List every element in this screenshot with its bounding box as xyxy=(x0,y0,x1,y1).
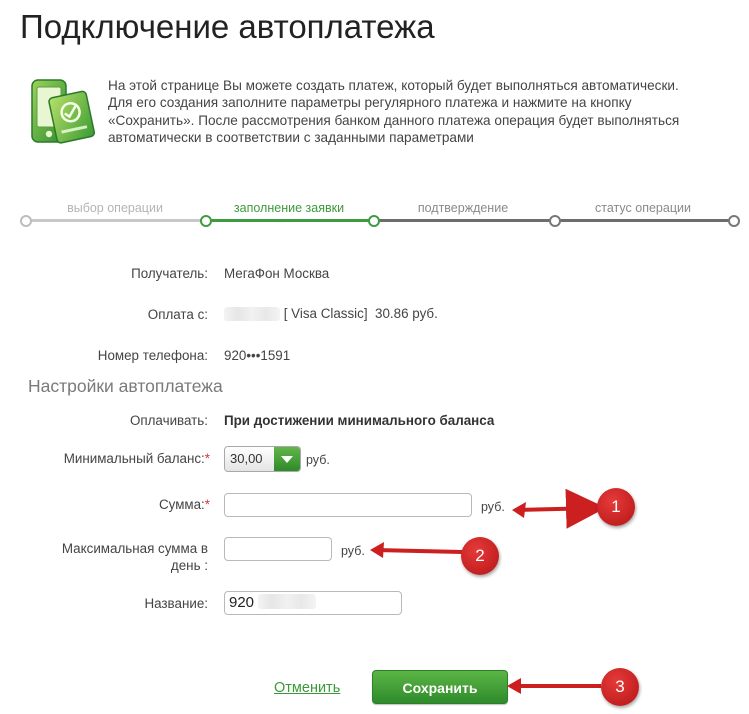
name-input-value: 920 xyxy=(229,594,255,611)
step-dot xyxy=(200,215,212,227)
required-mark: * xyxy=(204,497,210,512)
save-button[interactable]: Сохранить xyxy=(372,670,508,704)
track-completed xyxy=(25,219,205,222)
max-day-label xyxy=(62,540,208,574)
min-balance-select[interactable] xyxy=(224,446,301,472)
step-dot xyxy=(368,215,380,227)
card-balance-currency: руб. xyxy=(412,306,438,321)
page-title: Подключение автоплатежа xyxy=(20,8,435,45)
min-balance-selected: 30,00 xyxy=(225,447,274,471)
step-choose-operation: выбор операции xyxy=(67,201,163,215)
arrow-2 xyxy=(376,550,462,552)
track-active xyxy=(205,219,373,222)
card-number-redacted xyxy=(224,307,280,321)
payfrom-label: Оплата с: xyxy=(147,307,208,322)
cancel-link[interactable]: Отменить xyxy=(274,680,341,696)
recipient-label: Получатель: xyxy=(131,266,208,281)
phone-value: 920•••1591 xyxy=(224,348,291,363)
max-day-label-line2: день : xyxy=(170,558,208,573)
pay-mode-value: При достижении минимального баланса xyxy=(224,413,495,428)
amount-label-text: Сумма: xyxy=(158,497,205,512)
arrow-1 xyxy=(516,508,598,510)
step-dot xyxy=(549,215,561,227)
recipient-value: МегаФон Москва xyxy=(224,266,330,281)
amount-label xyxy=(159,497,210,512)
required-mark: * xyxy=(204,451,210,466)
min-balance-label-text: Минимальный баланс: xyxy=(63,451,205,466)
mobile-payment-icon xyxy=(28,74,96,146)
pay-mode-label: Оплачивать: xyxy=(129,413,208,428)
max-day-currency: руб. xyxy=(341,544,365,558)
min-balance-currency: руб. xyxy=(306,453,330,467)
max-day-input-value xyxy=(225,540,229,557)
max-day-label-line1: Максимальная сумма в xyxy=(61,541,208,556)
max-day-amount-input[interactable] xyxy=(224,537,332,561)
card-type: [ Visa Classic] xyxy=(283,306,368,321)
phone-label: Номер телефона: xyxy=(97,348,208,363)
chevron-down-icon[interactable] xyxy=(274,447,300,471)
amount-input-value xyxy=(225,496,229,513)
annotation-badge-2: 2 xyxy=(461,537,499,575)
amount-input[interactable] xyxy=(224,493,472,517)
step-dot xyxy=(20,215,32,227)
name-label: Название: xyxy=(144,596,208,611)
name-input[interactable] xyxy=(224,591,402,615)
annotation-badge-3: 3 xyxy=(601,668,639,706)
step-operation-status: статус операции xyxy=(595,201,691,215)
card-balance: 30.86 xyxy=(375,306,409,321)
name-redacted xyxy=(258,594,316,609)
min-balance-label xyxy=(64,451,210,466)
step-confirmation: подтверждение xyxy=(417,201,509,215)
payfrom-value xyxy=(224,306,438,321)
amount-currency: руб. xyxy=(481,500,505,514)
settings-title: Настройки автоплатежа xyxy=(28,376,223,396)
step-dot xyxy=(728,215,740,227)
progress-stepper xyxy=(0,198,749,238)
step-fill-request: заполнение заявки xyxy=(233,201,345,215)
annotation-badge-1: 1 xyxy=(597,488,635,526)
intro-text: На этой странице Вы можете создать платеж, который будет выполняться автоматически. Для его создания заполните параметры регулярного платежа и нажмите на кнопку «Сохранить». После рассмотрения банком данного платежа операция будет выполняться автоматически в соответствии с заданными параметрами xyxy=(108,78,680,146)
